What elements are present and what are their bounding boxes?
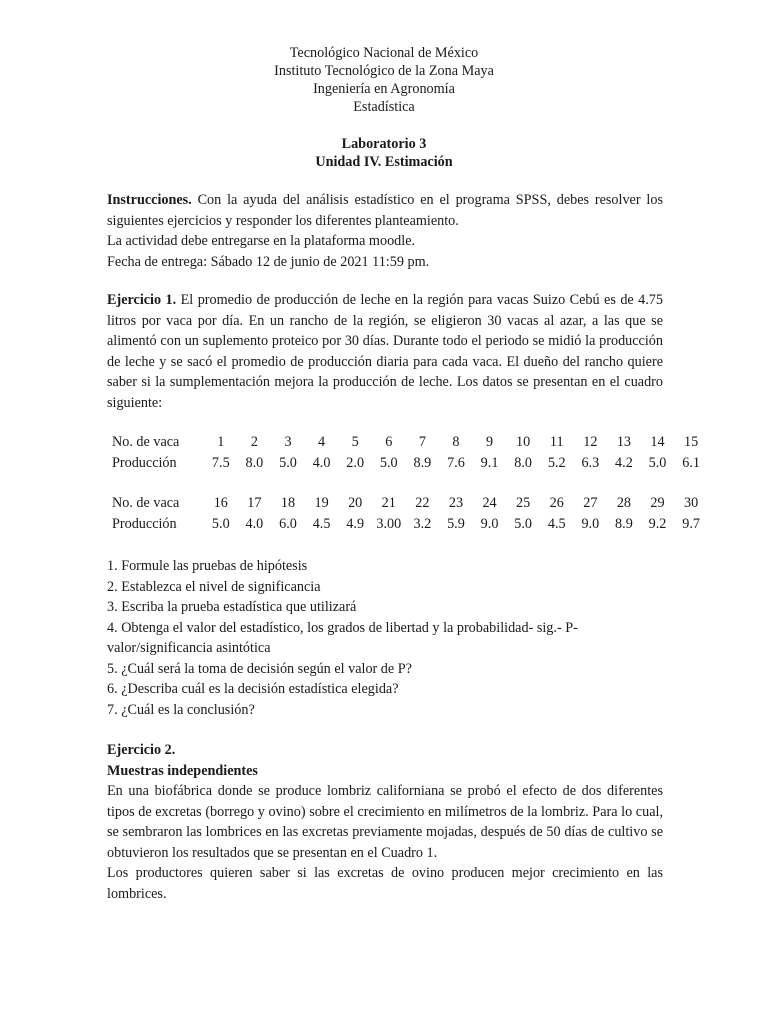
ejercicio1-label: Ejercicio 1. — [107, 292, 177, 308]
table-cell: 21 — [381, 495, 396, 512]
list-item: 1. Formule las pruebas de hipótesis — [107, 558, 308, 574]
lab-title: Laboratorio 3 — [341, 136, 427, 152]
table-cell: 9 — [486, 434, 494, 451]
instructions-line-2: La actividad debe entregarse en la plataforma moodle. — [107, 233, 416, 249]
table-row — [107, 493, 708, 514]
list-item: 2. Establezca el nivel de significancia — [107, 578, 321, 595]
table-cell: 17 — [247, 495, 262, 512]
instructions-text: Con la ayuda del análisis estadístico en el programa SPSS, debes resolver los siguientes ejercicios y responder los diferentes planteamiento. — [107, 192, 663, 229]
table-cell: 28 — [616, 495, 632, 512]
table-cell: 3.2 — [413, 516, 432, 533]
table-cell: 23 — [448, 495, 464, 512]
table-cell: 7.6 — [447, 455, 465, 472]
instructions-paragraph — [107, 190, 663, 231]
table-cell: 5.0 — [648, 455, 667, 472]
table-cell: 6.1 — [682, 455, 700, 472]
row-label: Producción — [112, 516, 177, 533]
institution-header — [0, 44, 768, 116]
table-row — [107, 514, 708, 535]
table-cell: 1 — [217, 434, 225, 451]
table-cell: 9.0 — [581, 516, 600, 533]
table-cell: 5.0 — [379, 455, 398, 472]
production-table-1 — [107, 432, 708, 474]
instructions-label: Instrucciones. — [107, 192, 192, 208]
table-cell: 9.2 — [648, 516, 667, 533]
instructions-line-3: Fecha de entrega: Sábado 12 de junio de 2021 11:59 pm. — [107, 253, 430, 270]
table-cell: 6.0 — [279, 516, 297, 533]
table-cell: 4.0 — [312, 455, 331, 472]
table-cell: 9.7 — [682, 516, 700, 533]
list-item: 7. ¿Cuál es la conclusión? — [107, 701, 255, 718]
table-cell: 25 — [516, 495, 531, 512]
table-cell: 8.0 — [514, 455, 532, 472]
header-line-2: Instituto Tecnológico de la Zona Maya — [274, 63, 494, 79]
table-cell: 19 — [314, 495, 329, 512]
table-cell: 27 — [583, 495, 598, 512]
ejercicio1-questions — [107, 556, 637, 720]
ejercicio2-label — [107, 740, 663, 761]
table-cell: 7 — [418, 434, 426, 451]
table-cell: 26 — [549, 495, 564, 512]
ejercicio2-label-text: Ejercicio 2. — [107, 742, 176, 758]
table-cell: 5.2 — [547, 455, 566, 472]
table-cell: 8.0 — [245, 455, 264, 472]
table-row — [107, 432, 708, 453]
question-list — [107, 556, 637, 720]
table-cell: 13 — [616, 434, 632, 451]
table-cell: 5.0 — [514, 516, 532, 533]
table-cell: 5.9 — [447, 516, 465, 533]
table-cell: 5.0 — [211, 516, 230, 533]
table-cell: 4.0 — [245, 516, 264, 533]
ejercicio2-section — [107, 740, 663, 904]
table-cell: 8 — [452, 434, 460, 451]
table-cell: 15 — [684, 434, 699, 451]
table-cell: 24 — [482, 495, 497, 512]
production-table-2 — [107, 493, 708, 535]
lab-title-block — [0, 135, 768, 171]
table-cell: 18 — [280, 495, 296, 512]
table-cell: 30 — [684, 495, 699, 512]
table-cell: 4 — [318, 434, 326, 451]
table-cell: 3 — [284, 434, 292, 451]
table-cell: 2.0 — [346, 455, 365, 472]
table-cell: 8.9 — [615, 516, 633, 533]
list-item: 5. ¿Cuál será la toma de decisión según el valor de P? — [107, 660, 412, 677]
table-cell: 5.0 — [279, 455, 297, 472]
table-cell: 6.3 — [581, 455, 600, 472]
table-cell: 5 — [351, 434, 359, 451]
table-cell: 8.9 — [413, 455, 432, 472]
table-row — [107, 453, 708, 474]
table-cell: 22 — [415, 495, 430, 512]
table-cell: 29 — [650, 495, 665, 512]
header-line-4: Estadística — [353, 99, 415, 115]
list-item: 3. Escriba la prueba estadística que utilizará — [107, 599, 357, 615]
table-cell: 11 — [549, 434, 564, 451]
ejercicio2-paragraph-2: Los productores quieren saber si las excretas de ovino producen mejor crecimiento en las lombrices. — [107, 865, 663, 902]
table-cell: 4.5 — [547, 516, 566, 533]
ejercicio1-paragraph — [107, 290, 663, 413]
table-cell: 14 — [650, 434, 665, 451]
table-cell: 10 — [516, 434, 531, 451]
lab-subtitle: Unidad IV. Estimación — [315, 154, 453, 170]
table-cell: 16 — [213, 495, 228, 512]
ejercicio1-text: El promedio de producción de leche en la región para vacas Suizo Cebú es de 4.75 litros por vaca por día. En un rancho de la región, se eligieron 30 vacas al azar, a las que se alimentó con un suplemento proteico por 30 días. Durante todo el periodo se midió la producción de leche y se sacó el promedio de producción diaria para cada vaca. El dueño del rancho quiere saber si la sumplementación mejora la producción de leche. Los datos se presentan en el cuadro siguiente: — [107, 292, 663, 411]
table-cell: 2 — [250, 434, 258, 451]
list-item: 6. ¿Describa cuál es la decisión estadística elegida? — [107, 681, 399, 697]
table-cell: 6 — [385, 434, 393, 451]
header-line-1: Tecnológico Nacional de México — [289, 45, 479, 61]
table-cell: 3.00 — [376, 516, 402, 533]
row-label: No. de vaca — [112, 495, 180, 512]
table-cell: 7.5 — [211, 455, 230, 472]
table-cell: 4.9 — [346, 516, 365, 533]
table-cell: 9.0 — [480, 516, 499, 533]
table-cell: 9.1 — [480, 455, 499, 472]
ejercicio2-sublabel — [107, 761, 663, 782]
table-cell: 20 — [348, 495, 363, 512]
table-cell: 4.2 — [615, 455, 633, 472]
table-cell: 12 — [583, 434, 598, 451]
row-label: No. de vaca — [112, 434, 180, 451]
row-label: Producción — [112, 455, 177, 472]
ejercicio2-paragraph: En una biofábrica donde se produce lombriz californiana se probó el efecto de dos diferentes tipos de excretas (borrego y ovino) sobre el crecimiento en milímetros de la lombriz. Para lo cual, se sembraron las lombrices en las excretas previamente mojadas, después de 50 días de cultivo se obtuvieron los resultados que se presentan en el Cuadro 1. — [107, 783, 663, 861]
instructions-section — [107, 190, 663, 272]
list-item: 4. Obtenga el valor del estadístico, los grados de libertad y la probabilidad- sig.- P-valor/significancia asintótica — [107, 619, 578, 656]
table-cell: 4.5 — [312, 516, 331, 533]
header-line-3: Ingeniería en Agronomía — [313, 81, 455, 97]
ejercicio2-sublabel-text: Muestras independientes — [107, 762, 258, 779]
